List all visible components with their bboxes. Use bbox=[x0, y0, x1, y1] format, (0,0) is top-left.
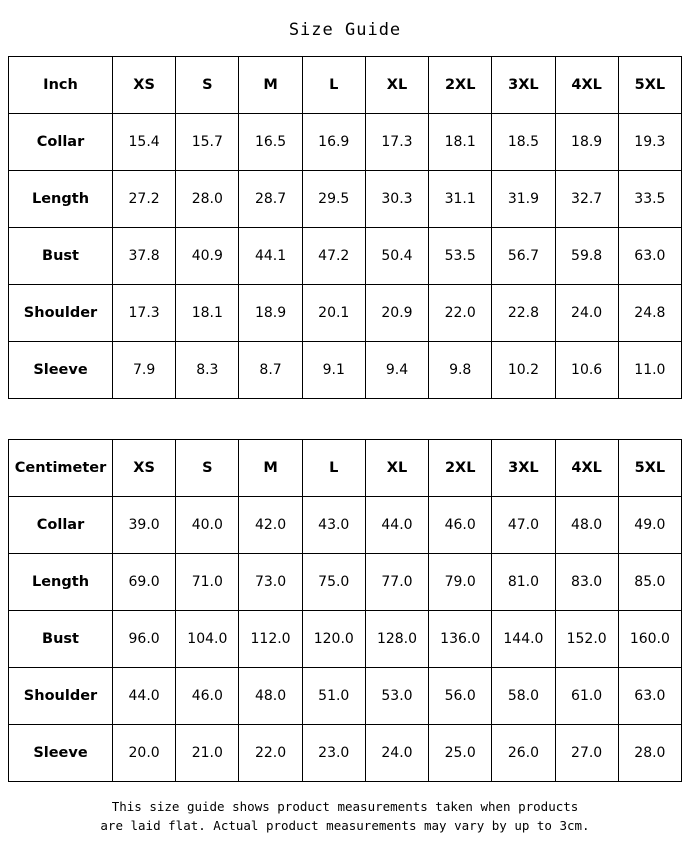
cell-shoulder-m: 48.0 bbox=[239, 668, 302, 725]
column-header-m: M bbox=[239, 440, 302, 497]
cell-shoulder-4xl: 61.0 bbox=[555, 668, 618, 725]
cell-length-xl: 77.0 bbox=[365, 554, 428, 611]
cell-sleeve-2xl: 25.0 bbox=[429, 725, 492, 782]
column-header-2xl: 2XL bbox=[429, 440, 492, 497]
cell-sleeve-s: 21.0 bbox=[176, 725, 239, 782]
cell-collar-xl: 44.0 bbox=[365, 497, 428, 554]
cell-collar-m: 16.5 bbox=[239, 114, 302, 171]
cell-bust-3xl: 144.0 bbox=[492, 611, 555, 668]
table-header-row bbox=[9, 57, 682, 114]
cell-shoulder-2xl: 56.0 bbox=[429, 668, 492, 725]
cell-length-3xl: 81.0 bbox=[492, 554, 555, 611]
unit-label-inch: Inch bbox=[9, 57, 113, 114]
column-header-s: S bbox=[176, 440, 239, 497]
column-header-m: M bbox=[239, 57, 302, 114]
cell-sleeve-5xl: 28.0 bbox=[618, 725, 681, 782]
cell-length-4xl: 83.0 bbox=[555, 554, 618, 611]
cell-length-5xl: 33.5 bbox=[618, 171, 681, 228]
cell-sleeve-xl: 24.0 bbox=[365, 725, 428, 782]
cell-shoulder-3xl: 22.8 bbox=[492, 285, 555, 342]
cell-sleeve-s: 8.3 bbox=[176, 342, 239, 399]
cell-collar-4xl: 18.9 bbox=[555, 114, 618, 171]
cell-collar-l: 43.0 bbox=[302, 497, 365, 554]
cell-shoulder-xl: 20.9 bbox=[365, 285, 428, 342]
cell-collar-2xl: 46.0 bbox=[429, 497, 492, 554]
cell-length-2xl: 79.0 bbox=[429, 554, 492, 611]
cell-sleeve-m: 22.0 bbox=[239, 725, 302, 782]
inch-table-wrap bbox=[0, 56, 690, 399]
table-row bbox=[9, 342, 682, 399]
cell-collar-m: 42.0 bbox=[239, 497, 302, 554]
cell-collar-2xl: 18.1 bbox=[429, 114, 492, 171]
cell-bust-2xl: 136.0 bbox=[429, 611, 492, 668]
row-header-bust: Bust bbox=[9, 228, 113, 285]
cell-collar-l: 16.9 bbox=[302, 114, 365, 171]
cell-sleeve-xl: 9.4 bbox=[365, 342, 428, 399]
cell-bust-2xl: 53.5 bbox=[429, 228, 492, 285]
cell-collar-3xl: 47.0 bbox=[492, 497, 555, 554]
cell-length-m: 28.7 bbox=[239, 171, 302, 228]
row-header-bust: Bust bbox=[9, 611, 113, 668]
cell-bust-3xl: 56.7 bbox=[492, 228, 555, 285]
cell-bust-m: 112.0 bbox=[239, 611, 302, 668]
cell-length-xs: 27.2 bbox=[113, 171, 176, 228]
row-header-collar: Collar bbox=[9, 497, 113, 554]
cell-shoulder-3xl: 58.0 bbox=[492, 668, 555, 725]
cell-length-l: 75.0 bbox=[302, 554, 365, 611]
cell-shoulder-xs: 17.3 bbox=[113, 285, 176, 342]
cell-collar-5xl: 19.3 bbox=[618, 114, 681, 171]
cell-length-xs: 69.0 bbox=[113, 554, 176, 611]
table-row bbox=[9, 611, 682, 668]
table-row bbox=[9, 554, 682, 611]
table-row bbox=[9, 114, 682, 171]
cell-shoulder-5xl: 63.0 bbox=[618, 668, 681, 725]
cell-bust-5xl: 160.0 bbox=[618, 611, 681, 668]
column-header-l: L bbox=[302, 440, 365, 497]
table-row bbox=[9, 497, 682, 554]
cell-shoulder-l: 51.0 bbox=[302, 668, 365, 725]
cell-bust-l: 120.0 bbox=[302, 611, 365, 668]
cell-collar-xs: 39.0 bbox=[113, 497, 176, 554]
cell-shoulder-s: 46.0 bbox=[176, 668, 239, 725]
cell-bust-l: 47.2 bbox=[302, 228, 365, 285]
cell-collar-3xl: 18.5 bbox=[492, 114, 555, 171]
cell-bust-xl: 128.0 bbox=[365, 611, 428, 668]
column-header-4xl: 4XL bbox=[555, 57, 618, 114]
cell-bust-m: 44.1 bbox=[239, 228, 302, 285]
cell-sleeve-xs: 20.0 bbox=[113, 725, 176, 782]
cell-sleeve-2xl: 9.8 bbox=[429, 342, 492, 399]
cell-length-m: 73.0 bbox=[239, 554, 302, 611]
cell-bust-s: 104.0 bbox=[176, 611, 239, 668]
column-header-xl: XL bbox=[365, 57, 428, 114]
cell-collar-5xl: 49.0 bbox=[618, 497, 681, 554]
table-row bbox=[9, 285, 682, 342]
column-header-3xl: 3XL bbox=[492, 440, 555, 497]
cell-sleeve-l: 23.0 bbox=[302, 725, 365, 782]
cell-length-4xl: 32.7 bbox=[555, 171, 618, 228]
inch-size-table bbox=[8, 56, 682, 399]
row-header-shoulder: Shoulder bbox=[9, 668, 113, 725]
column-header-xs: XS bbox=[113, 57, 176, 114]
centimeter-size-table bbox=[8, 439, 682, 782]
cell-shoulder-4xl: 24.0 bbox=[555, 285, 618, 342]
cell-bust-xs: 37.8 bbox=[113, 228, 176, 285]
cell-length-s: 28.0 bbox=[176, 171, 239, 228]
cell-sleeve-l: 9.1 bbox=[302, 342, 365, 399]
column-header-s: S bbox=[176, 57, 239, 114]
cell-sleeve-m: 8.7 bbox=[239, 342, 302, 399]
row-header-sleeve: Sleeve bbox=[9, 342, 113, 399]
cell-bust-xl: 50.4 bbox=[365, 228, 428, 285]
column-header-3xl: 3XL bbox=[492, 57, 555, 114]
column-header-l: L bbox=[302, 57, 365, 114]
row-header-sleeve: Sleeve bbox=[9, 725, 113, 782]
cell-bust-5xl: 63.0 bbox=[618, 228, 681, 285]
cell-length-xl: 30.3 bbox=[365, 171, 428, 228]
cell-sleeve-xs: 7.9 bbox=[113, 342, 176, 399]
column-header-5xl: 5XL bbox=[618, 440, 681, 497]
column-header-5xl: 5XL bbox=[618, 57, 681, 114]
footnote bbox=[0, 782, 690, 836]
unit-label-centimeter: Centimeter bbox=[9, 440, 113, 497]
row-header-length: Length bbox=[9, 171, 113, 228]
centimeter-table-wrap bbox=[0, 439, 690, 782]
cell-collar-4xl: 48.0 bbox=[555, 497, 618, 554]
cell-collar-s: 40.0 bbox=[176, 497, 239, 554]
cell-sleeve-4xl: 10.6 bbox=[555, 342, 618, 399]
cell-shoulder-xl: 53.0 bbox=[365, 668, 428, 725]
table-row bbox=[9, 725, 682, 782]
column-header-xs: XS bbox=[113, 440, 176, 497]
cell-shoulder-2xl: 22.0 bbox=[429, 285, 492, 342]
cell-length-3xl: 31.9 bbox=[492, 171, 555, 228]
cell-shoulder-5xl: 24.8 bbox=[618, 285, 681, 342]
column-header-xl: XL bbox=[365, 440, 428, 497]
column-header-4xl: 4XL bbox=[555, 440, 618, 497]
cell-bust-s: 40.9 bbox=[176, 228, 239, 285]
cell-length-l: 29.5 bbox=[302, 171, 365, 228]
table-row bbox=[9, 668, 682, 725]
cell-sleeve-4xl: 27.0 bbox=[555, 725, 618, 782]
table-row bbox=[9, 171, 682, 228]
cell-collar-xs: 15.4 bbox=[113, 114, 176, 171]
row-header-length: Length bbox=[9, 554, 113, 611]
column-header-2xl: 2XL bbox=[429, 57, 492, 114]
cell-shoulder-xs: 44.0 bbox=[113, 668, 176, 725]
cell-sleeve-3xl: 10.2 bbox=[492, 342, 555, 399]
cell-bust-4xl: 59.8 bbox=[555, 228, 618, 285]
table-row bbox=[9, 228, 682, 285]
cell-length-s: 71.0 bbox=[176, 554, 239, 611]
cell-shoulder-l: 20.1 bbox=[302, 285, 365, 342]
cell-collar-xl: 17.3 bbox=[365, 114, 428, 171]
cell-sleeve-3xl: 26.0 bbox=[492, 725, 555, 782]
cell-shoulder-s: 18.1 bbox=[176, 285, 239, 342]
table-spacer bbox=[0, 399, 690, 439]
page-title: Size Guide bbox=[288, 20, 402, 40]
cell-length-5xl: 85.0 bbox=[618, 554, 681, 611]
cell-collar-s: 15.7 bbox=[176, 114, 239, 171]
cell-length-2xl: 31.1 bbox=[429, 171, 492, 228]
row-header-collar: Collar bbox=[9, 114, 113, 171]
row-header-shoulder: Shoulder bbox=[9, 285, 113, 342]
footnote-line-2: are laid flat. Actual product measurements may vary by up to 3cm. bbox=[100, 817, 590, 833]
footnote-line-1: This size guide shows product measurements taken when products bbox=[111, 799, 579, 814]
cell-shoulder-m: 18.9 bbox=[239, 285, 302, 342]
table-header-row bbox=[9, 440, 682, 497]
cell-bust-xs: 96.0 bbox=[113, 611, 176, 668]
cell-bust-4xl: 152.0 bbox=[555, 611, 618, 668]
cell-sleeve-5xl: 11.0 bbox=[618, 342, 681, 399]
